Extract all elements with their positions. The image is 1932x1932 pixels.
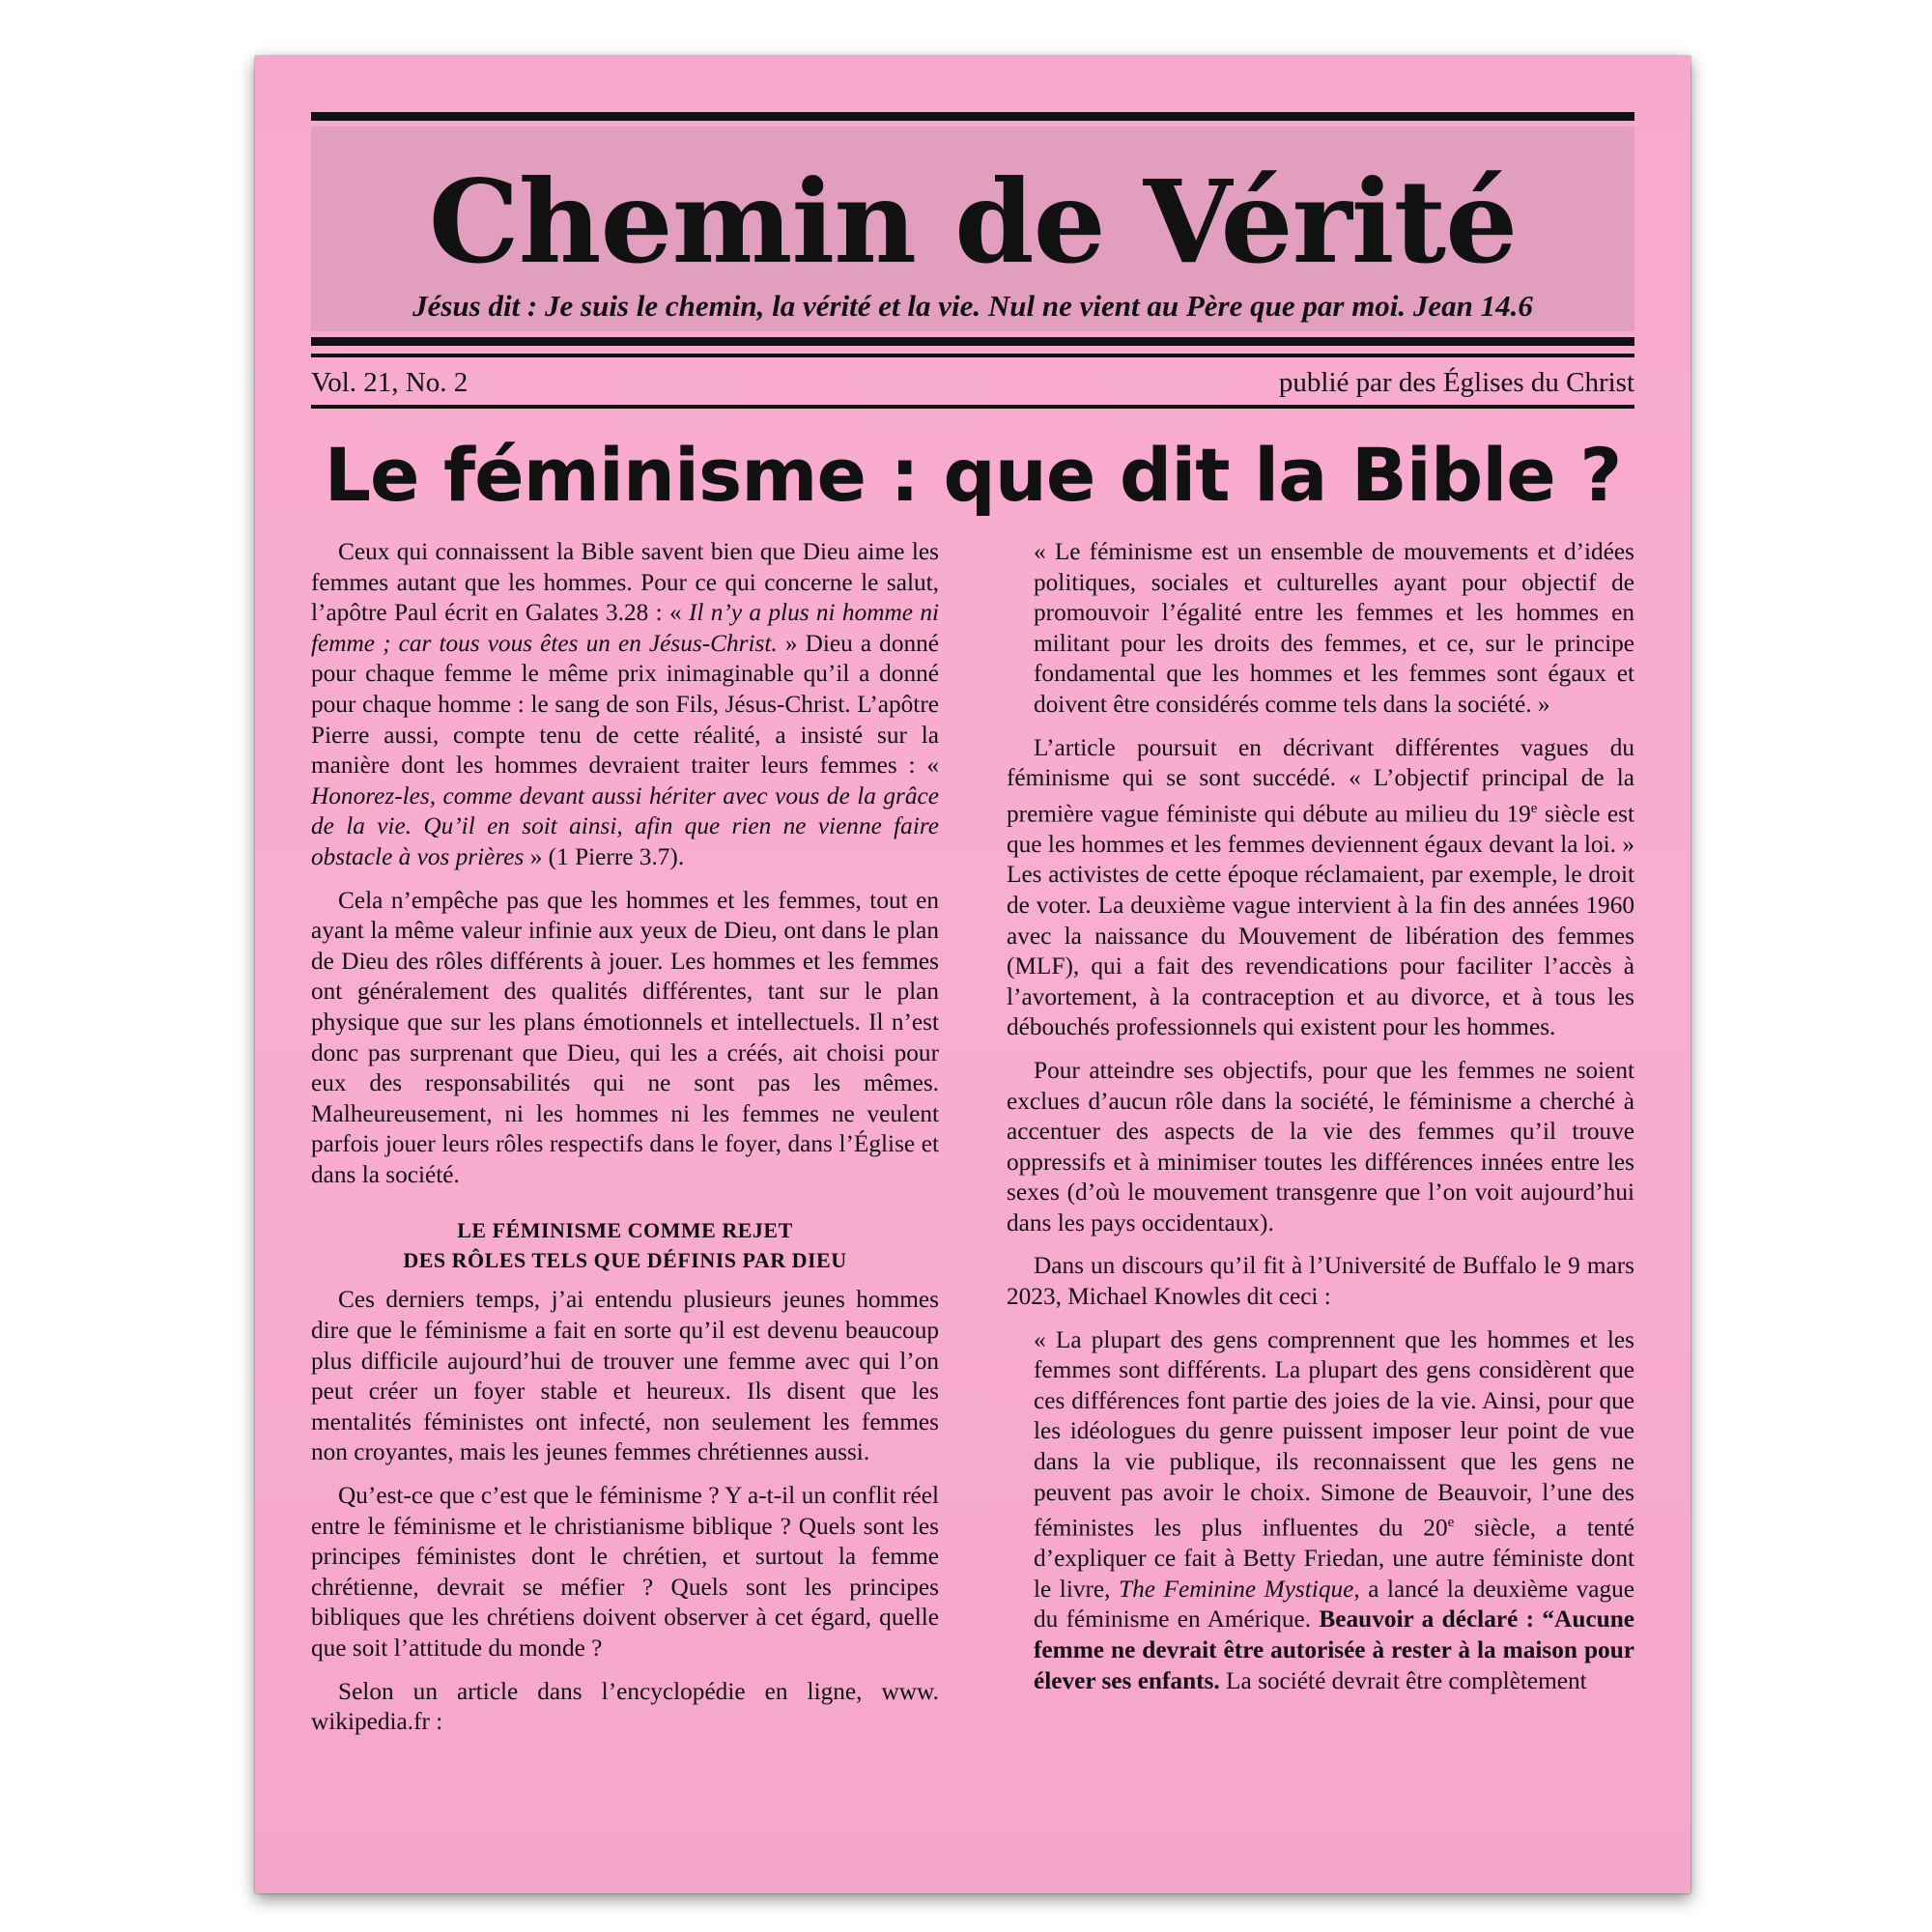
block-quote: « Le féminisme est un ensemble de mouvements et d’idées politiques, sociales et culturelles ayant pour objectif de promouvoir l’égalité entre les femmes et les hommes en militant pour les droits des femmes, et ce, sur le principe fondamental que les hommes et les femmes sont égaux et doivent être considérés comme tels dans la société. » xyxy=(1034,538,1634,718)
text-run: » Dieu a donné pour chaque femme le même prix inimaginable qu’il a donné pour chaque homme : le sang de son Fils, Jésus-Christ. L’apôtre Pierre aussi, compte tenu de cette réalité, a insisté sur la manière dont les hommes devraient traiter leurs femmes : « xyxy=(311,629,939,780)
volume-number: Vol. 21, No. 2 xyxy=(311,367,469,398)
right-column xyxy=(1007,537,1634,1750)
masthead xyxy=(311,127,1634,331)
masthead-motto: Jésus dit : Je suis le chemin, la vérité et la vie. Nul ne vient au Père que par moi. Jean 14.6 xyxy=(412,289,1533,323)
masthead-bottom-rule xyxy=(311,337,1634,346)
left-column xyxy=(311,537,939,1750)
article-body xyxy=(311,537,1634,1750)
newsletter-title: Chemin de Vérité xyxy=(428,155,1518,289)
section-heading-line: LE FÉMINISME COMME REJET xyxy=(457,1218,793,1243)
text-run: « La plupart des gens comprennent que les hommes et les femmes sont différents. La plupart des gens considèrent que ces différences font partie des joies de la vie. Ainsi, pour que les idéologues du genre puissent imposer leur point de vue dans la vie publique, ils reconnaissent que les gens ne peuvent pas avoir le choix. Simone de Beauvoir, l’une des féministes les plus influentes du 20 xyxy=(1034,1325,1634,1542)
superscript: e xyxy=(1447,1515,1455,1531)
paragraph: Dans un discours qu’il fit à l’Université de Buffalo le 9 mars 2023, Michael Knowles dit ceci : xyxy=(1007,1252,1634,1311)
publisher-line: publié par des Églises du Christ xyxy=(1278,367,1634,398)
text-run: siècle est que les hommes et les femmes deviennent égaux devant la loi. » Les activistes de cette époque réclamaient, par exemple, le droit de voter. La deuxième vague intervient à la fin des années 1960 avec la naissance du Mouvement de libération des femmes (MLF), qui a fait des revendications pour faciliter l’accès à l’avortement, à la contraception et au divorce, et à tous les débouchés professionnels qui existent pour les hommes. xyxy=(1007,800,1634,1041)
text-run: a lancé la deuxième vague du féminisme en Amérique. xyxy=(1034,1575,1634,1634)
book-title: The Feminine Mystique, xyxy=(1119,1575,1360,1603)
scripture-quote: Il n’y a plus ni homme ni femme ; car tous vous êtes un en Jésus-Christ. xyxy=(311,599,939,657)
paragraph xyxy=(311,537,939,873)
article-headline: Le féminisme : que dit la Bible ? xyxy=(324,432,1622,518)
text-run: L’article poursuit en décrivant différentes vagues du féminisme qui se sont succédé. « L’objectif principal de la première vague féministe qui débute au milieu du 19 xyxy=(1007,733,1634,828)
newsletter-page xyxy=(255,56,1690,1893)
paragraph: Ces derniers temps, j’ai entendu plusieurs jeunes hommes dire que le féminisme a fait en sorte qu’il est devenu beaucoup plus difficile aujourd’hui de trouver une femme avec qui l’on peut créer un foyer stable et heureux. Ils disent que les mentalités féministes ont infecté, non seulement les femmes non croyantes, mais les jeunes femmes chrétiennes aussi. xyxy=(311,1286,939,1466)
paragraph: Selon un article dans l’encyclopédie en ligne, www. wikipedia.fr : xyxy=(311,1677,939,1736)
paragraph xyxy=(1007,733,1634,1043)
text-run: Ceux qui connaissent la Bible savent bien que Dieu aime les femmes autant que les hommes. Pour ce qui concerne le salut, l’apôtre Paul écrit en Galates 3.28 : « xyxy=(311,538,939,627)
top-rule xyxy=(311,112,1634,121)
paragraph: Pour atteindre ses objectifs, pour que les femmes ne soient exclues d’aucun rôle dans la société, le féminisme a cherché à accentuer des aspects de la vie des femmes qu’il trouve oppressifs et à minimiser toutes les différences innées entre les sexes (d’où le mouvement transgenre que l’on voit aujourd’hui dans les pays occidentaux). xyxy=(1007,1056,1634,1236)
scripture-quote: Honorez-les, comme devant aussi hériter avec vous de la grâce de la vie. Qu’il en soit ainsi, afin que rien ne vienne faire obstacle à vos prières xyxy=(311,781,939,870)
emphasized-quote: Beauvoir a déclaré : “Aucune femme ne devrait être autorisée à rester à la maison pour élever ses enfants. xyxy=(1034,1605,1634,1694)
section-heading-line: DES RÔLES TELS QUE DÉFINIS PAR DIEU xyxy=(403,1248,847,1273)
block-quote xyxy=(1034,1325,1634,1697)
text-run: siècle, a tenté d’expliquer ce fait à Betty Friedan, une autre féministe dont le livre, xyxy=(1034,1514,1634,1603)
paragraph: Cela n’empêche pas que les hommes et les femmes, tout en ayant la même valeur infinie aux yeux de Dieu, ont dans le plan de Dieu des rôles différents à jouer. Les hommes et les femmes ont généralement des qualités différentes, tant sur le plan physique que sur les plans émotionnels et intellectuels. Il n’est donc pas surprenant que Dieu, qui les a créés, ait choisi pour eux des responsabilités qui ne sont pas les mêmes. Malheureusement, ni les hommes ni les femmes ne veulent parfois jouer leurs rôles respectifs dans le foyer, dans l’Église et dans la société. xyxy=(311,886,939,1188)
page-content xyxy=(311,112,1634,1750)
superscript: e xyxy=(1530,800,1538,816)
text-run: La société devrait être complètement xyxy=(1219,1666,1587,1694)
section-heading xyxy=(311,1215,939,1275)
issue-bottom-rule xyxy=(311,405,1634,409)
paragraph: Qu’est-ce que c’est que le féminisme ? Y a-t-il un conflit réel entre le féminisme et le christianisme biblique ? Quels sont les principes féministes dont le chrétien, et surtout la femme chrétienne, devrait se méfier ? Quels sont les principes bibliques que les chrétiens doivent observer à cet égard, quelle que soit l’attitude du monde ? xyxy=(311,1482,939,1662)
issue-info xyxy=(311,357,1634,405)
text-run: » (1 Pierre 3.7). xyxy=(524,842,685,870)
